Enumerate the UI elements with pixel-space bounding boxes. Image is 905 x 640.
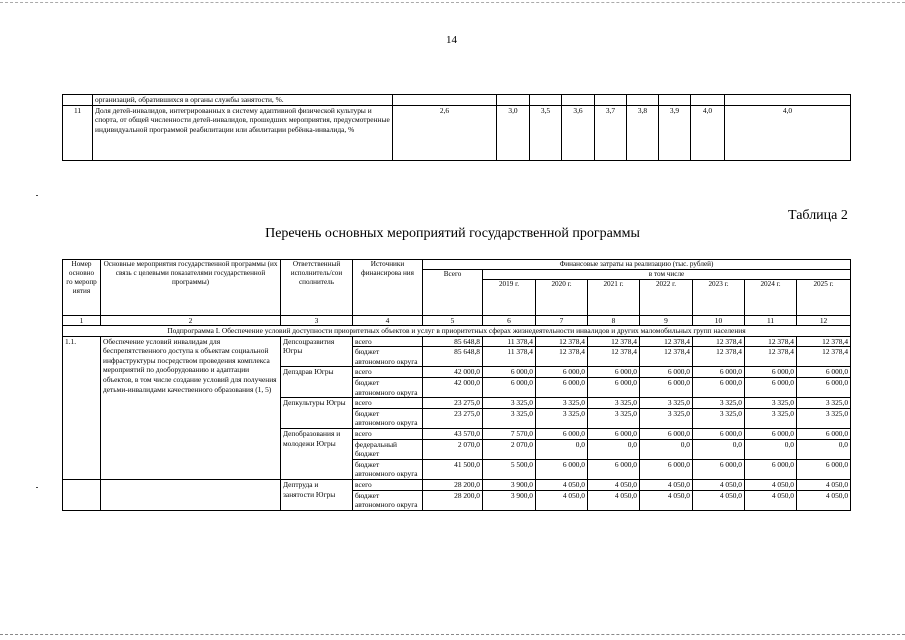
amount-year: 12 378,4 (745, 347, 797, 367)
amount-year: 4 050,0 (536, 479, 588, 490)
amount-year: 4 050,0 (536, 490, 588, 510)
continuation-row (63, 95, 851, 106)
amount-year: 12 378,4 (797, 347, 851, 367)
amount-total: 85 648,8 (423, 347, 483, 367)
amount-year: 12 378,4 (797, 336, 851, 347)
amount-year: 4 050,0 (588, 479, 640, 490)
amount-year: 3 325,0 (536, 398, 588, 409)
amount-year: 3 325,0 (536, 408, 588, 428)
amount-year: 4 050,0 (693, 490, 745, 510)
column-numbers-row (63, 316, 851, 326)
amount-year: 12 378,4 (536, 336, 588, 347)
amount-year: 3 900,0 (483, 479, 536, 490)
amount-year: 6 000,0 (745, 428, 797, 439)
amount-year: 6 000,0 (483, 367, 536, 378)
amount-year: 2 070,0 (483, 439, 536, 459)
amount-year: 4 050,0 (640, 490, 693, 510)
indicator-value: 3,7 (595, 105, 627, 160)
col-number: 3 (281, 316, 353, 326)
funding-source: всего (353, 398, 423, 409)
amount-year: 3 325,0 (483, 408, 536, 428)
col-number: 12 (797, 316, 851, 326)
amount-year: 6 000,0 (640, 367, 693, 378)
amount-year: 6 000,0 (693, 459, 745, 479)
continuation-text: организаций, обратившихся в органы службы занятости, %. (93, 95, 393, 106)
col-header-financing: Финансовые затраты на реализацию (тыс. рублей) (423, 260, 851, 270)
table-caption: Таблица 2 (788, 208, 848, 223)
header-row (63, 260, 851, 270)
col-number: 11 (745, 316, 797, 326)
amount-year: 5 500,0 (483, 459, 536, 479)
amount-year: 4 050,0 (745, 479, 797, 490)
scan-edge-top (0, 2, 905, 3)
indicator-value: 3,9 (659, 105, 691, 160)
amount-year: 11 378,4 (483, 347, 536, 367)
col-number: 2 (101, 316, 281, 326)
amount-year: 6 000,0 (797, 367, 851, 378)
amount-year: 3 900,0 (483, 490, 536, 510)
amount-year: 6 000,0 (536, 428, 588, 439)
scan-edge-bottom (0, 634, 905, 635)
funding-source: бюджет автономного округа (353, 459, 423, 479)
col-number: 4 (353, 316, 423, 326)
amount-year: 7 570,0 (483, 428, 536, 439)
amount-total: 23 275,0 (423, 408, 483, 428)
amount-total: 28 200,0 (423, 490, 483, 510)
amount-year: 3 325,0 (745, 398, 797, 409)
subprogram-title: Подпрограмма I. Обеспечение условий доступности приоритетных объектов и услуг в приоритетных сферах жизнедеятельности инвалидов и других маломобильных групп населения (63, 326, 851, 337)
responsible-executor: Депобразования и молодежи Югры (281, 428, 353, 479)
amount-year: 6 000,0 (745, 377, 797, 397)
amount-year: 6 000,0 (640, 428, 693, 439)
measures-table (62, 259, 851, 511)
measure-name: Обеспечение условий инвалидам для беспрепятственного доступа к объектам социальной инфраструктуры посредством проведения комплекса мероприятий по дооборудованию и адаптации объектов, в том числе создание условий для получения детьми-инвалидами качественного образования (1, 5) (101, 336, 281, 479)
page-number: 14 (446, 34, 457, 46)
col-number: 7 (536, 316, 588, 326)
amount-year: 6 000,0 (536, 367, 588, 378)
table-title: Перечень основных мероприятий государственной программы (265, 226, 640, 241)
amount-year: 6 000,0 (483, 377, 536, 397)
indicator-value: 2,6 (393, 105, 497, 160)
col-header-year: 2019 г. (483, 280, 536, 316)
responsible-executor: Депздрав Югры (281, 367, 353, 398)
amount-year: 6 000,0 (693, 367, 745, 378)
measure-num: 1.1. (63, 336, 101, 479)
amount-total: 2 070,0 (423, 439, 483, 459)
amount-total: 85 648,8 (423, 336, 483, 347)
col-number: 1 (63, 316, 101, 326)
amount-year: 11 378,4 (483, 336, 536, 347)
col-number: 5 (423, 316, 483, 326)
scan-speck (36, 487, 38, 488)
amount-year: 12 378,4 (640, 347, 693, 367)
col-number: 8 (588, 316, 640, 326)
funding-source: бюджет автономного округа (353, 490, 423, 510)
amount-year: 6 000,0 (797, 428, 851, 439)
amount-total: 28 200,0 (423, 479, 483, 490)
col-header-year: 2022 г. (640, 280, 693, 316)
amount-year: 4 050,0 (797, 479, 851, 490)
funding-source: бюджет автономного округа (353, 347, 423, 367)
col-header-including: в том числе (483, 270, 851, 280)
amount-year: 3 325,0 (640, 398, 693, 409)
amount-year: 6 000,0 (693, 377, 745, 397)
financing-row (63, 479, 851, 490)
amount-year: 6 000,0 (588, 459, 640, 479)
amount-year: 3 325,0 (797, 408, 851, 428)
indicator-value: 3,5 (530, 105, 562, 160)
funding-source: всего (353, 479, 423, 490)
indicator-value: 4,0 (691, 105, 725, 160)
amount-year: 6 000,0 (536, 459, 588, 479)
funding-source: федеральный бюджет (353, 439, 423, 459)
indicator-name: Доля детей-инвалидов, интегрированных в систему адаптивной физической культуры и спорта, от общей численности детей-инвалидов, прошедших мероприятия, предусмотренные индивидуальной программой реабилитации или абилитации ребёнка-инвалида, % (93, 105, 393, 160)
amount-year: 6 000,0 (588, 367, 640, 378)
indicator-value: 3,6 (562, 105, 595, 160)
amount-year: 3 325,0 (640, 408, 693, 428)
col-header-num: Номер основно го меропр иятия (63, 260, 101, 316)
amount-total: 43 570,0 (423, 428, 483, 439)
col-header-year: 2024 г. (745, 280, 797, 316)
amount-year: 3 325,0 (588, 398, 640, 409)
amount-year: 12 378,4 (588, 347, 640, 367)
indicator-row (63, 105, 851, 160)
amount-year: 6 000,0 (588, 428, 640, 439)
amount-year: 3 325,0 (483, 398, 536, 409)
amount-year: 6 000,0 (797, 377, 851, 397)
funding-source: всего (353, 367, 423, 378)
amount-year: 6 000,0 (797, 459, 851, 479)
col-header-year: 2025 г. (797, 280, 851, 316)
funding-source: бюджет автономного округа (353, 408, 423, 428)
responsible-executor: Депсоцразвития Югры (281, 336, 353, 367)
funding-source: всего (353, 336, 423, 347)
amount-year: 3 325,0 (693, 408, 745, 428)
amount-year: 0,0 (640, 439, 693, 459)
col-number: 6 (483, 316, 536, 326)
amount-year: 4 050,0 (640, 479, 693, 490)
amount-year: 0,0 (693, 439, 745, 459)
empty-cell (63, 479, 101, 510)
col-header-year: 2023 г. (693, 280, 745, 316)
amount-year: 6 000,0 (640, 377, 693, 397)
funding-source: бюджет автономного округа (353, 377, 423, 397)
indicator-value: 3,0 (497, 105, 530, 160)
amount-year: 0,0 (745, 439, 797, 459)
amount-year: 3 325,0 (797, 398, 851, 409)
amount-total: 42 000,0 (423, 377, 483, 397)
amount-year: 12 378,4 (693, 347, 745, 367)
amount-year: 6 000,0 (536, 377, 588, 397)
amount-year: 6 000,0 (588, 377, 640, 397)
indicator-num: 11 (63, 105, 93, 160)
amount-year: 6 000,0 (640, 459, 693, 479)
col-header-year: 2021 г. (588, 280, 640, 316)
amount-total: 42 000,0 (423, 367, 483, 378)
responsible-executor: Дептруда и занятости Югры (281, 479, 353, 510)
amount-year: 4 050,0 (797, 490, 851, 510)
indicator-table (62, 94, 851, 161)
col-header-year: 2020 г. (536, 280, 588, 316)
responsible-executor: Депкультуры Югры (281, 398, 353, 429)
amount-year: 12 378,4 (640, 336, 693, 347)
amount-year: 0,0 (536, 439, 588, 459)
amount-year: 0,0 (588, 439, 640, 459)
amount-year: 12 378,4 (745, 336, 797, 347)
amount-year: 3 325,0 (745, 408, 797, 428)
amount-year: 4 050,0 (693, 479, 745, 490)
amount-total: 41 500,0 (423, 459, 483, 479)
amount-year: 0,0 (797, 439, 851, 459)
amount-year: 12 378,4 (588, 336, 640, 347)
col-number: 10 (693, 316, 745, 326)
financing-row (63, 336, 851, 347)
col-header-source: Источники финансирова ния (353, 260, 423, 316)
amount-year: 3 325,0 (693, 398, 745, 409)
indicator-value: 4,0 (725, 105, 851, 160)
amount-total: 23 275,0 (423, 398, 483, 409)
funding-source: всего (353, 428, 423, 439)
amount-year: 12 378,4 (693, 336, 745, 347)
amount-year: 3 325,0 (588, 408, 640, 428)
amount-year: 4 050,0 (745, 490, 797, 510)
scan-speck (36, 195, 38, 196)
subprogram-row (63, 326, 851, 337)
amount-year: 4 050,0 (588, 490, 640, 510)
col-header-name: Основные мероприятия государственной программы (их связь с целевыми показателями государственной программы) (101, 260, 281, 316)
empty-cell (101, 479, 281, 510)
col-header-responsible: Ответственный исполнитель/сои сполнитель (281, 260, 353, 316)
col-header-total: Всего (423, 270, 483, 316)
indicator-value: 3,8 (627, 105, 659, 160)
amount-year: 6 000,0 (745, 459, 797, 479)
amount-year: 12 378,4 (536, 347, 588, 367)
amount-year: 6 000,0 (693, 428, 745, 439)
amount-year: 6 000,0 (745, 367, 797, 378)
col-number: 9 (640, 316, 693, 326)
